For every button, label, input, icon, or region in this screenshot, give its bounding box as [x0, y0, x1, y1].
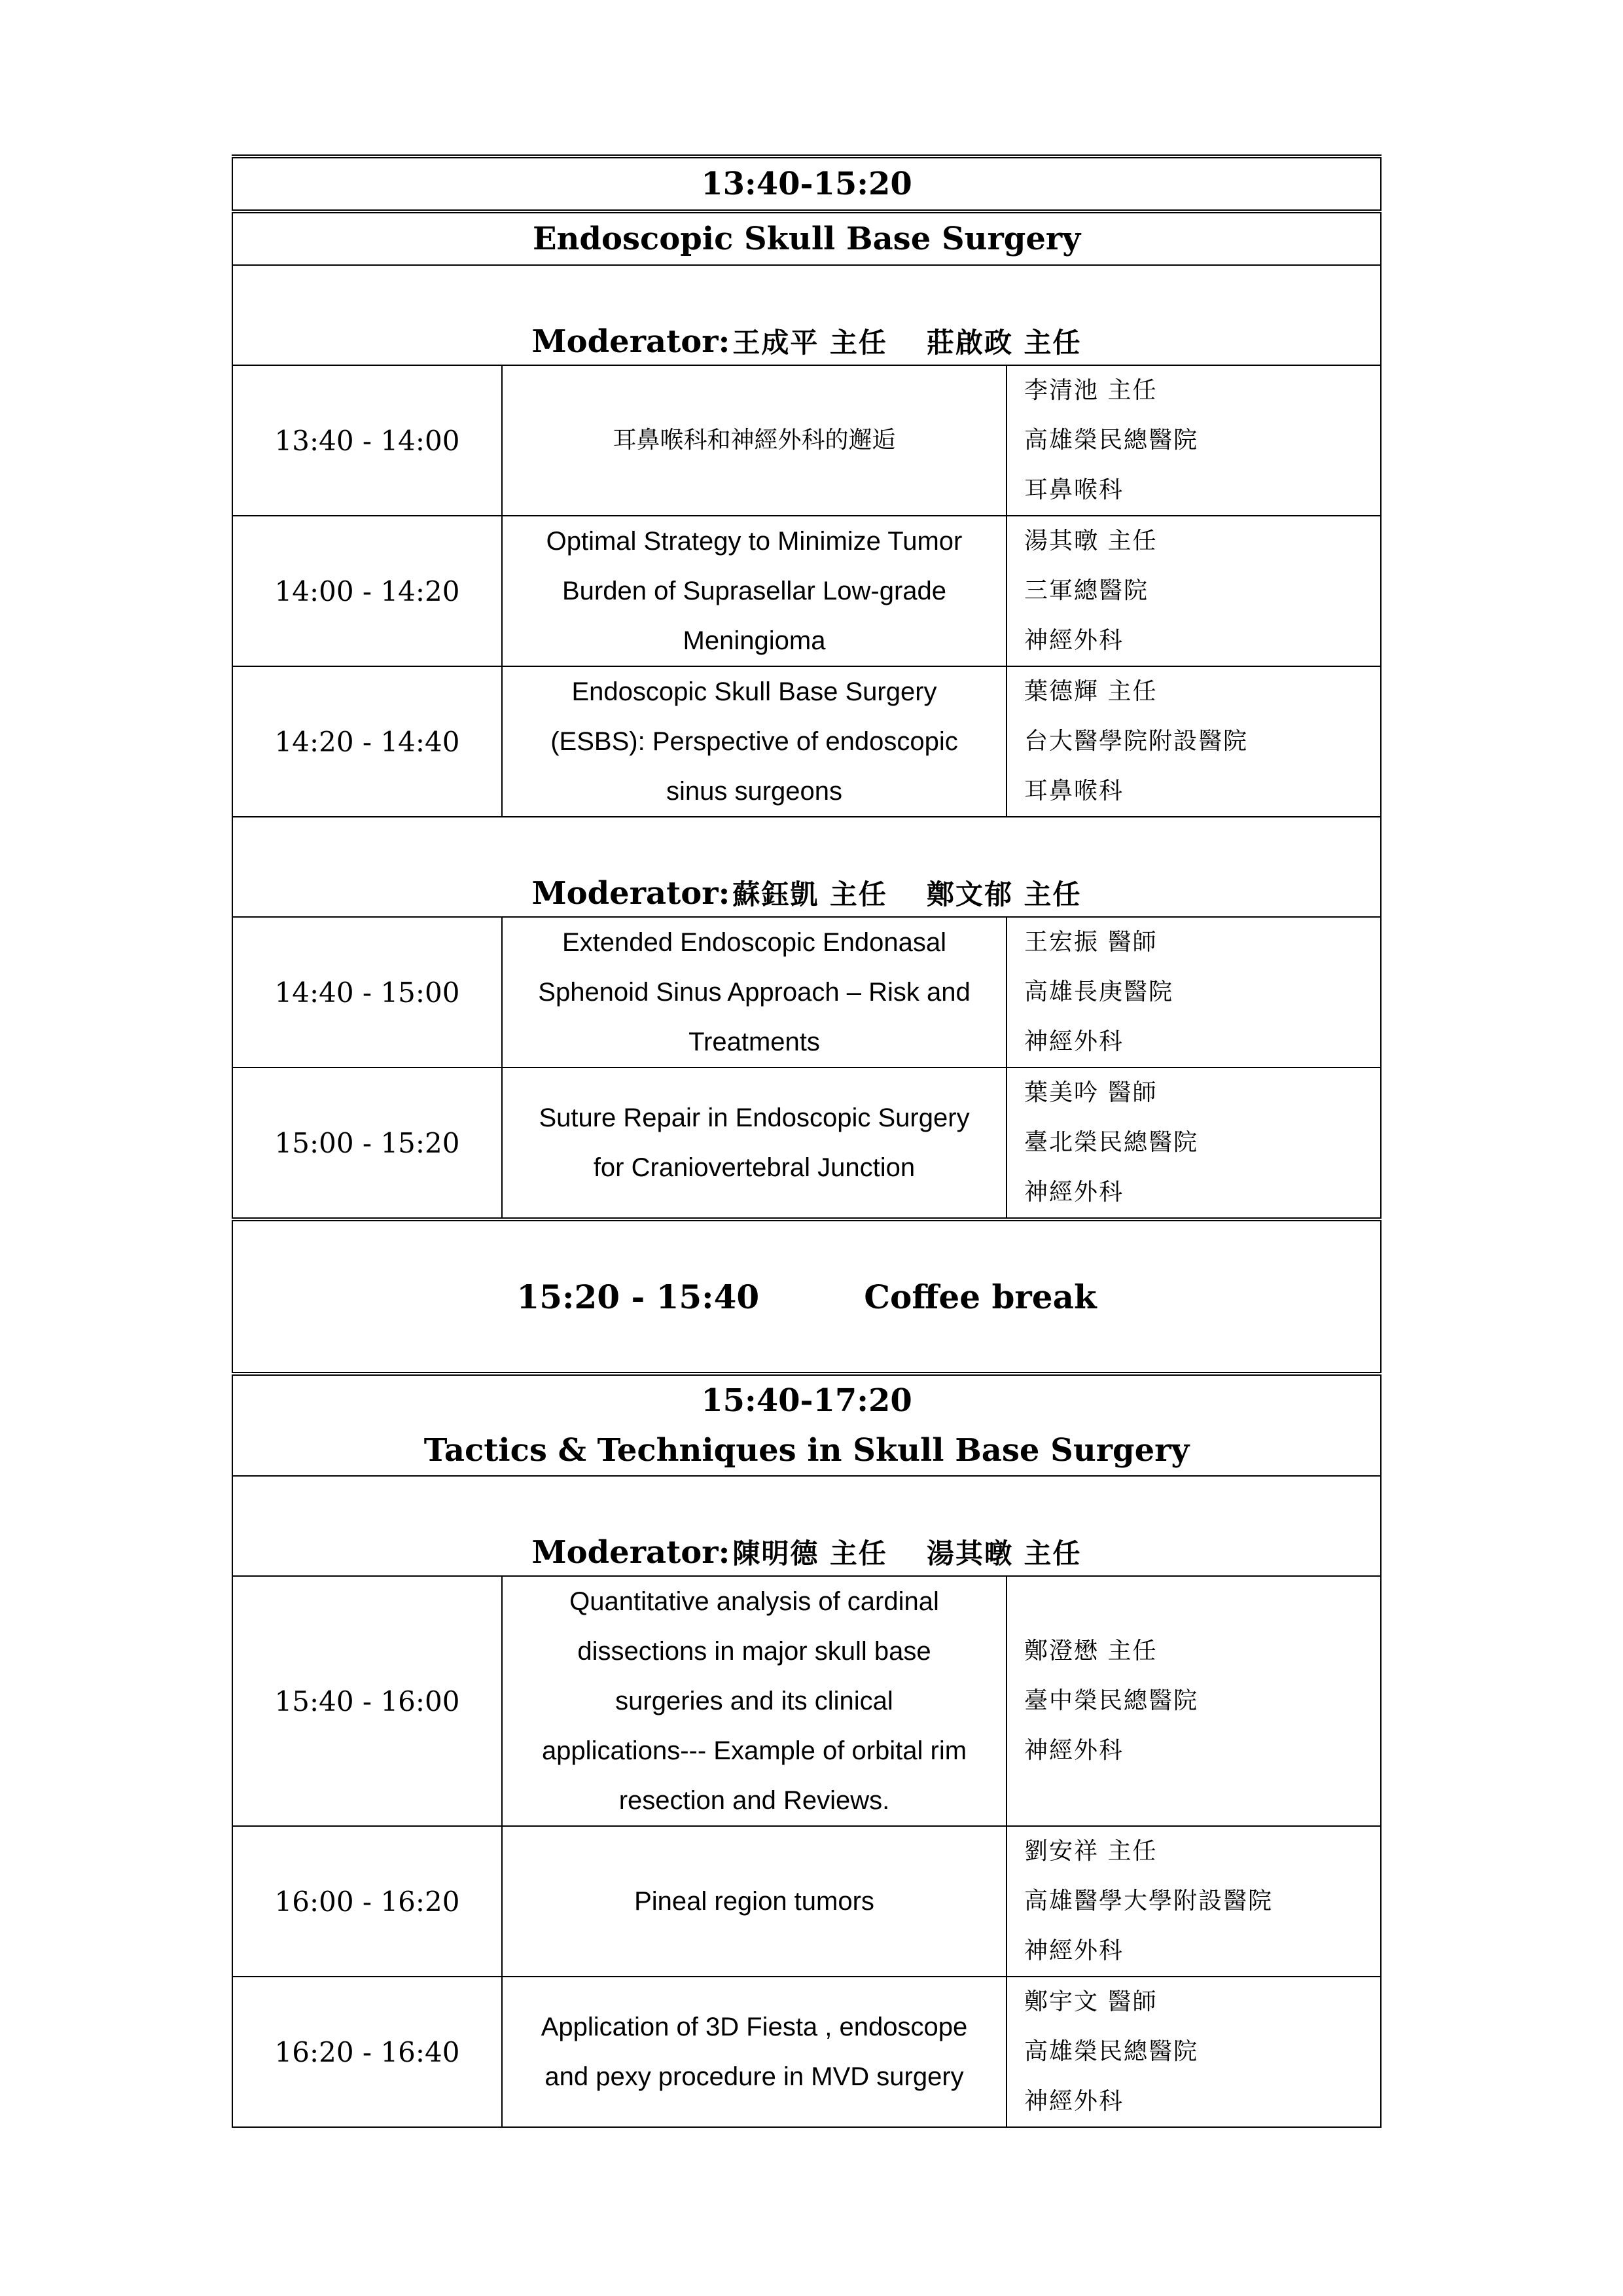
- topic-line: sinus surgeons: [666, 777, 843, 806]
- talk-time: 15:40 - 16:00: [232, 1576, 502, 1826]
- speaker-name: 劉安祥 主任: [1024, 1838, 1158, 1865]
- talk-topic: [502, 516, 1007, 666]
- session1-moderators: [232, 265, 1381, 365]
- speaker-name: 鄭澄懋 主任: [1024, 1638, 1158, 1664]
- speaker-name: 湯其暾 主任: [1024, 528, 1158, 554]
- moderator-label: Moderator:: [531, 1534, 730, 1571]
- topic-line: for Craniovertebral Junction: [593, 1153, 916, 1182]
- talk-speaker: [1007, 1067, 1381, 1219]
- speaker-hospital: 三軍總醫院: [1024, 577, 1149, 604]
- speaker-dept: 耳鼻喉科: [1024, 778, 1124, 804]
- topic-line: resection and Reviews.: [618, 1786, 890, 1815]
- talk-speaker: [1007, 365, 1381, 516]
- talk-speaker: [1007, 917, 1381, 1067]
- talk-topic: [502, 1576, 1007, 1826]
- speaker-name: 葉美吟 醫師: [1024, 1079, 1158, 1106]
- talk-topic: [502, 1977, 1007, 2127]
- topic-line: Meningioma: [683, 626, 826, 655]
- talk-time: 16:00 - 16:20: [232, 1826, 502, 1977]
- talk-time: 15:00 - 15:20: [232, 1067, 502, 1219]
- session1-time-row: [232, 156, 1381, 211]
- session2-time: 15:40-17:20: [701, 1382, 912, 1419]
- talk-speaker: [1007, 516, 1381, 666]
- speaker-dept: 神經外科: [1024, 627, 1124, 654]
- table-row: [232, 365, 1381, 516]
- topic-line: Extended Endoscopic Endonasal: [562, 928, 947, 957]
- topic-line: Quantitative analysis of cardinal: [569, 1587, 939, 1616]
- session2-moderator-row: [232, 1476, 1381, 1576]
- topic-line: Suture Repair in Endoscopic Surgery: [539, 1103, 970, 1132]
- speaker-dept: 耳鼻喉科: [1024, 476, 1124, 503]
- session1-moderator2-row: [232, 817, 1381, 917]
- topic-line: and pexy procedure in MVD surgery: [544, 2062, 964, 2091]
- program-table: [232, 154, 1382, 2128]
- talk-topic: [502, 917, 1007, 1067]
- speaker-hospital: 臺中榮民總醫院: [1024, 1687, 1199, 1714]
- topic-line: Treatments: [688, 1028, 820, 1056]
- moderator-name: 王成平 主任: [732, 327, 887, 359]
- session1-title-row: [232, 211, 1381, 265]
- topic-line: surgeries and its clinical: [615, 1687, 893, 1715]
- moderator-label: Moderator:: [531, 875, 730, 912]
- topic-line: Burden of Suprasellar Low-grade: [562, 577, 946, 605]
- session2-moderators: [232, 1476, 1381, 1576]
- speaker-hospital: 高雄榮民總醫院: [1024, 2038, 1199, 2065]
- table-row: [232, 1977, 1381, 2127]
- moderator-name: 陳明德 主任: [732, 1537, 887, 1570]
- coffee-break-time: 15:20 - 15:40: [516, 1277, 760, 1316]
- speaker-dept: 神經外科: [1024, 1028, 1124, 1055]
- table-row: [232, 917, 1381, 1067]
- talk-time: 16:20 - 16:40: [232, 1977, 502, 2127]
- speaker-hospital: 台大醫學院附設醫院: [1024, 728, 1249, 755]
- talk-speaker: [1007, 1576, 1381, 1826]
- moderator-name: 莊啟政 主任: [926, 327, 1082, 359]
- speaker-name: 王宏振 醫師: [1024, 929, 1158, 956]
- speaker-dept: 神經外科: [1024, 2088, 1124, 2115]
- speaker-hospital: 臺北榮民總醫院: [1024, 1129, 1199, 1156]
- speaker-hospital: 高雄醫學大學附設醫院: [1024, 1888, 1274, 1914]
- session2-title: Tactics & Techniques in Skull Base Surgery: [423, 1432, 1190, 1469]
- table-row: [232, 1826, 1381, 1977]
- speaker-dept: 神經外科: [1024, 1737, 1124, 1764]
- topic-line: Pineal region tumors: [634, 1887, 874, 1916]
- topic-line: (ESBS): Perspective of endoscopic: [550, 727, 958, 756]
- talk-topic: [502, 365, 1007, 516]
- session1-moderator-row: [232, 265, 1381, 365]
- moderator-name: 湯其暾 主任: [926, 1537, 1082, 1570]
- coffee-break-row: [232, 1219, 1381, 1374]
- talk-speaker: [1007, 1826, 1381, 1977]
- talk-time: 14:00 - 14:20: [232, 516, 502, 666]
- talk-topic: [502, 1067, 1007, 1219]
- session1-time: 13:40-15:20: [232, 156, 1381, 211]
- speaker-name: 鄭宇文 醫師: [1024, 1988, 1158, 2015]
- table-row: [232, 516, 1381, 666]
- talk-topic: [502, 666, 1007, 817]
- speaker-hospital: 高雄長庚醫院: [1024, 978, 1174, 1005]
- session2-header-row: [232, 1374, 1381, 1476]
- topic-line: applications--- Example of orbital rim: [541, 1736, 967, 1765]
- coffee-break-label: Coffee break: [864, 1277, 1097, 1316]
- talk-speaker: [1007, 1977, 1381, 2127]
- topic-line: dissections in major skull base: [577, 1637, 931, 1666]
- topic-line: Optimal Strategy to Minimize Tumor: [546, 527, 963, 556]
- moderator-name: 蘇鈺凱 主任: [732, 878, 887, 910]
- moderator-name: 鄭文郁 主任: [926, 878, 1082, 910]
- talk-speaker: [1007, 666, 1381, 817]
- talk-time: 13:40 - 14:00: [232, 365, 502, 516]
- talk-time: 14:40 - 15:00: [232, 917, 502, 1067]
- speaker-dept: 神經外科: [1024, 1937, 1124, 1964]
- talk-topic: [502, 1826, 1007, 1977]
- speaker-dept: 神經外科: [1024, 1179, 1124, 1206]
- speaker-name: 葉德輝 主任: [1024, 678, 1158, 705]
- coffee-break: [232, 1219, 1381, 1374]
- topic-line: Application of 3D Fiesta , endoscope: [541, 2013, 968, 2041]
- speaker-name: 李清池 主任: [1024, 377, 1158, 404]
- session2-header: [232, 1374, 1381, 1476]
- topic-line: Endoscopic Skull Base Surgery: [571, 677, 937, 706]
- topic-line: Sphenoid Sinus Approach – Risk and: [538, 978, 971, 1007]
- session1-moderators-2: [232, 817, 1381, 917]
- moderator-label: Moderator:: [531, 323, 730, 360]
- talk-time: 14:20 - 14:40: [232, 666, 502, 817]
- program-page: [232, 154, 1380, 2128]
- table-row: [232, 666, 1381, 817]
- topic-line: 耳鼻喉科和神經外科的邂逅: [613, 427, 896, 454]
- table-row: [232, 1576, 1381, 1826]
- speaker-hospital: 高雄榮民總醫院: [1024, 427, 1199, 454]
- table-row: [232, 1067, 1381, 1219]
- session1-title: Endoscopic Skull Base Surgery: [232, 211, 1381, 265]
